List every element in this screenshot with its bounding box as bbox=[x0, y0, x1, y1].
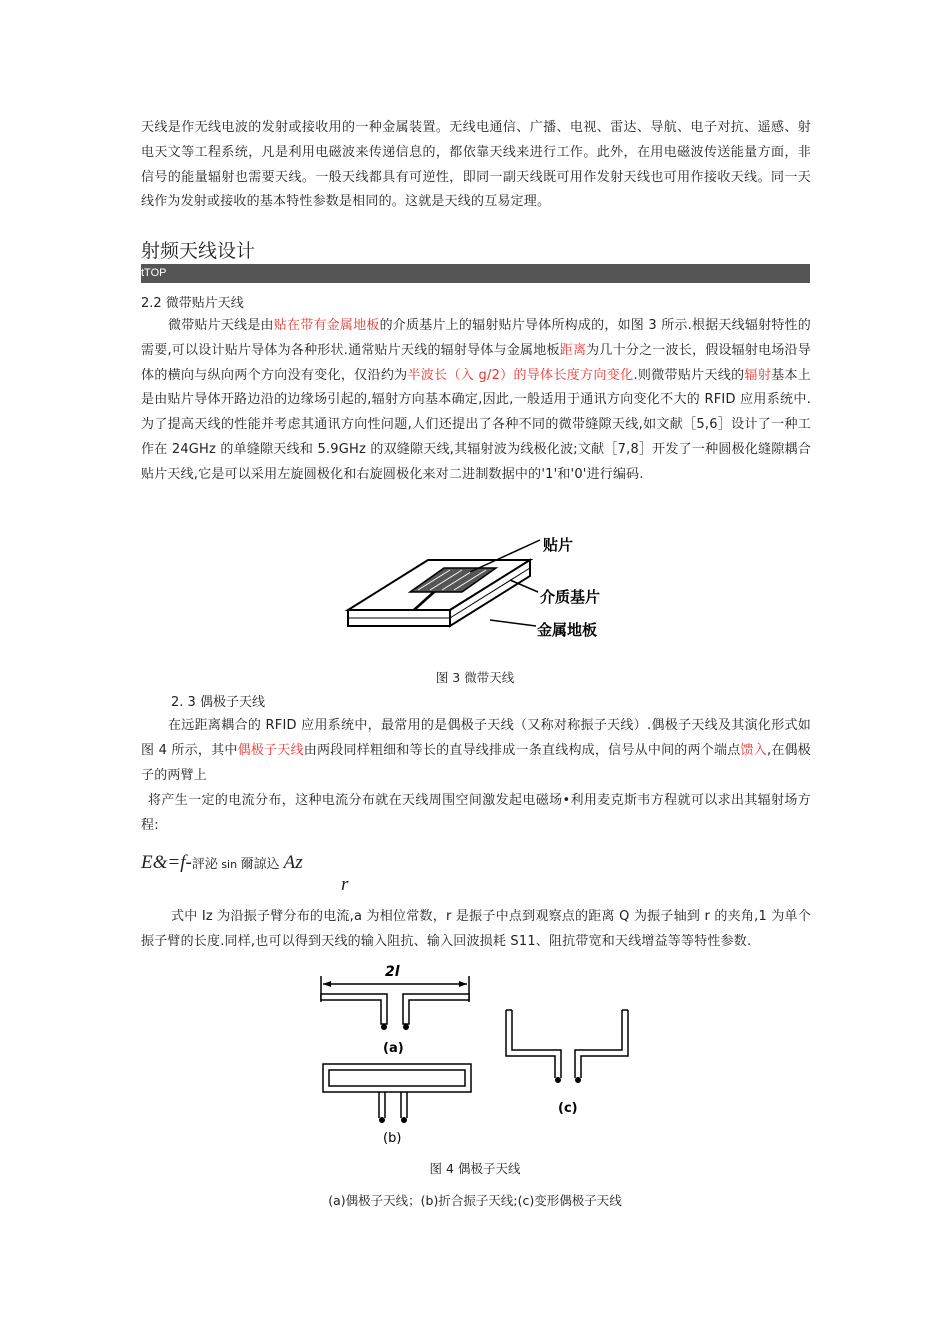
formula-term: 爾諒込 bbox=[240, 857, 280, 872]
figure-3-caption: 图 3 微带天线 bbox=[435, 670, 515, 685]
link-highlight[interactable]: 偶极子天线 bbox=[237, 742, 304, 758]
text-run: 微带贴片天线是由 bbox=[168, 318, 274, 333]
section-2-3-paragraph bbox=[141, 714, 811, 788]
figure-3-microstrip-diagram bbox=[340, 530, 620, 660]
label-ground-plane: 金属地板 bbox=[537, 621, 598, 639]
text-run: .则微带贴片天线的 bbox=[633, 367, 745, 383]
section-2-2-paragraph bbox=[141, 314, 811, 488]
section-2-3-heading: 2. 3 偶极子天线 bbox=[171, 695, 265, 710]
formula-term: E&=f- bbox=[141, 852, 192, 873]
formula-term: 評泌 bbox=[191, 857, 218, 872]
top-link[interactable]: tTOP bbox=[141, 267, 167, 279]
formula-term: Az bbox=[283, 852, 303, 873]
label-b: (b) bbox=[383, 1131, 402, 1146]
formula-denominator: r bbox=[341, 874, 349, 895]
link-highlight[interactable]: 贴在带有金属地板 bbox=[273, 318, 380, 333]
text-run: 在远距离耦合的 RFID 应用系统中，最常用的是偶极子天线（又称对称振子天线）.偶极子天线及其演化形式如图 4 所示，其中 bbox=[141, 718, 811, 758]
section-2-3-paragraph-2: 将产生一定的电流分布，这种电流分布就在天线周围空间激发起电磁场•利用麦克斯韦方程就可以求出其辐射场方程: bbox=[141, 793, 811, 833]
label-c: (c) bbox=[558, 1101, 578, 1116]
label-a: (a) bbox=[383, 1041, 404, 1056]
link-highlight[interactable]: 馈入 bbox=[740, 742, 767, 758]
top-bar bbox=[141, 264, 810, 283]
figure-4-subcaption: (a)偶极子天线；(b)折合振子天线;(c)变形偶极子天线 bbox=[328, 1193, 622, 1208]
text-run: 为几十分之一波长，假设辐射电场沿导体的横向与纵向两个方向没有变化，仅沿约为 bbox=[141, 342, 811, 383]
label-patch: 贴片 bbox=[543, 536, 574, 554]
figure-4-caption: 图 4 偶极子天线 bbox=[429, 1161, 521, 1176]
link-highlight[interactable]: 辐射 bbox=[744, 367, 772, 383]
formula-term: sin bbox=[221, 858, 238, 871]
section-title: 射频天线设计 bbox=[141, 240, 256, 262]
link-highlight[interactable]: 距离 bbox=[559, 342, 587, 358]
section-2-2-heading: 2.2 微带贴片天线 bbox=[141, 296, 244, 311]
dimension-label: 2l bbox=[385, 964, 400, 980]
link-highlight[interactable]: 半波长（入 g/2）的导体长度方向变化 bbox=[407, 367, 634, 383]
formula-explanation: 式中 Iz 为沿振子臂分布的电流,a 为相位常数，r 是振子中点到观察点的距离 Q 为振子轴到 r 的夹角,1 为单个振子臂的长度.同样,也可以得到天线的输入阻抗、输入回波损耗 S11、阻抗带宽和天线增益等等特性参数. bbox=[141, 909, 811, 949]
text-run: ,在偶极子的两臂上 bbox=[141, 742, 811, 783]
radiation-field-formula bbox=[141, 852, 303, 874]
text-run: 基本上是由贴片导体开路边沿的边缘场引起的,辐射方向基本确定,因此,一般适用于通讯方向变化不大的 RFID 应用系统中.为了提高天线的性能并考虑其通讯方向性问题,人们还提出了各种不同的微带缝隙天线,如文献［5,6］设计了一种工作在 24GHz 的单缝隙天线和 5.9GHz 的双缝隙天线,其辐射波为线极化波;文献［7,8］开发了一种圆极化缝隙耦合贴片天线,它是可以采用左旋圆极化和右旋圆极化来对二进制数据中的'1'和'0'进行编码. bbox=[141, 367, 811, 482]
figure-4-dipole-diagram bbox=[315, 960, 645, 1150]
text-run: 的介质基片上的辐射贴片导体所构成的，如图 3 所示.根据天线辐射特性的需要,可以设计贴片导体为各种形状.通常贴片天线的辐射导体与金属地板 bbox=[141, 318, 811, 358]
label-substrate: 介质基片 bbox=[540, 588, 601, 606]
intro-paragraph: 天线是作无线电波的发射或接收用的一种金属装置。无线电通信、广播、电视、雷达、导航、电子对抗、遥感、射电天文等工程系统，凡是利用电磁波来传递信息的，都依靠天线来进行工作。此外，在用电磁波传送能量方面，非信号的能量辐射也需要天线。一般天线都具有可逆性，即同一副天线既可用作发射天线也可用作接收天线。同一天线作为发射或接收的基本特性参数是相同的。这就是天线的互易定理。 bbox=[141, 120, 811, 210]
text-run: 由两段同样粗细和等长的直导线排成一条直线构成，信号从中间的两个端点 bbox=[303, 742, 741, 758]
